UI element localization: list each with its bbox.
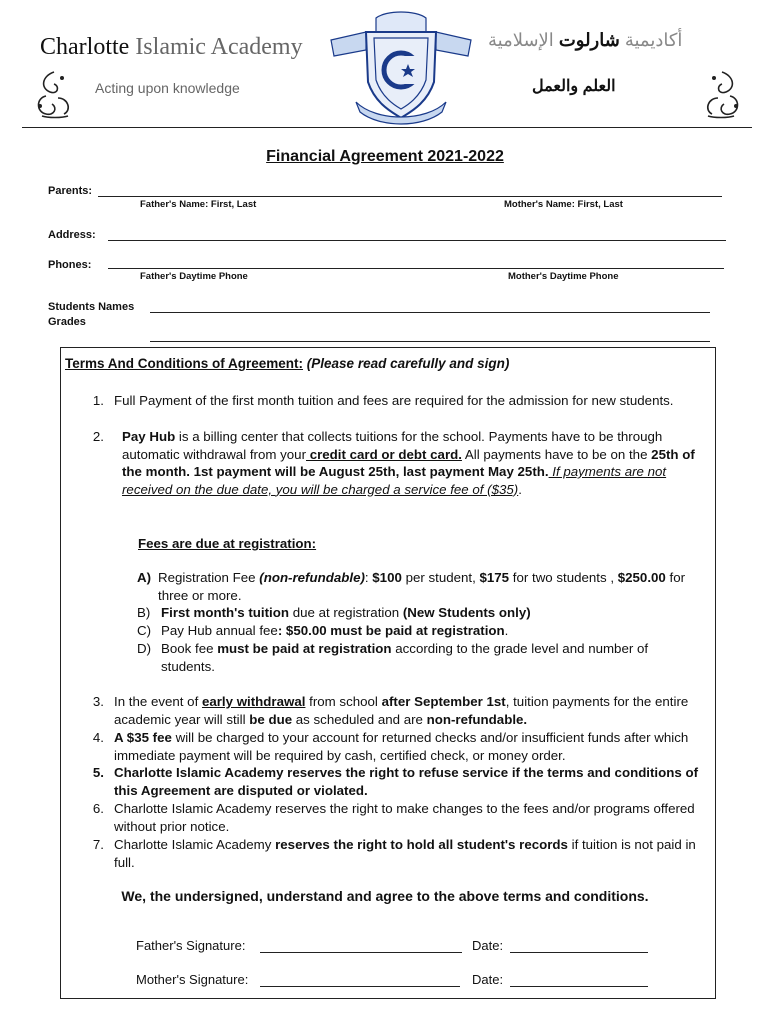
students-names-field[interactable]: [150, 312, 710, 313]
fee-b: First month's tuition due at registration (New Students only): [161, 605, 531, 620]
agreement-statement: We, the undersigned, understand and agree to the above terms and conditions.: [121, 888, 649, 904]
term-item-6: Charlotte Islamic Academy reserves the right to make changes to the fees and/or programs offered without prior notice.: [114, 801, 695, 834]
term-item-4: A $35 fee will be charged to your account for returned checks and/or insufficient funds after which immediate payment will be required by cash, certified check, or money order.: [114, 730, 689, 763]
fee-letter: A): [137, 570, 152, 585]
father-signature-label: Father's Signature:: [136, 938, 246, 953]
term-item-3: In the event of early withdrawal from school after September 1st, tuition payments for the entire academic year will still be due as scheduled and are non-refundable.: [114, 694, 689, 727]
ornament-right-icon: [700, 68, 744, 120]
fee-letter: C): [137, 623, 152, 638]
fee-a: Registration Fee (non-refundable): $100 per student, $175 for two students , $250.00 for three or more.: [158, 570, 686, 603]
item-number: 4.: [92, 730, 104, 745]
father-name-hint: Father's Name: First, Last: [140, 199, 257, 210]
item-number: 5.: [92, 765, 104, 780]
parents-label: Parents:: [48, 185, 93, 197]
fees-heading: Fees are due at registration:: [138, 536, 317, 551]
school-name-arabic: أكاديمية شارلوت الإسلامية: [488, 30, 683, 50]
grades-label: Grades: [48, 316, 86, 328]
father-date-label: Date:: [472, 938, 504, 953]
term-item-7: Charlotte Islamic Academy reserves the right to hold all student's records if tuition is not paid in full.: [114, 837, 696, 870]
mother-date-field[interactable]: [510, 986, 648, 987]
school-motto-arabic: العلم والعمل: [532, 78, 616, 95]
mother-name-hint: Mother's Name: First, Last: [504, 199, 623, 210]
parents-name-field[interactable]: [98, 196, 722, 197]
grades-field[interactable]: [150, 341, 710, 342]
mother-signature-label: Mother's Signature:: [136, 972, 249, 987]
item-number: 1.: [92, 393, 104, 408]
fee-letter: D): [137, 641, 152, 656]
item-number: 7.: [92, 837, 104, 852]
item-number: 6.: [92, 801, 104, 816]
header-divider: [22, 127, 752, 128]
mother-signature-field[interactable]: [260, 986, 460, 987]
mother-date-label: Date:: [472, 972, 504, 987]
term-item-1: Full Payment of the first month tuition and fees are required for the admission for new students.: [114, 393, 674, 408]
item-number: 2.: [92, 429, 104, 444]
ornament-left-icon: [32, 68, 76, 120]
father-phone-hint: Father's Daytime Phone: [140, 271, 248, 282]
page-title: Financial Agreement 2021-2022: [266, 148, 504, 165]
father-signature-field[interactable]: [260, 952, 462, 953]
terms-heading: Terms And Conditions of Agreement: (Please read carefully and sign): [65, 356, 510, 371]
school-crest-icon: [326, 10, 476, 128]
father-date-field[interactable]: [510, 952, 648, 953]
school-name: Charlotte Islamic Academy: [40, 34, 303, 60]
address-label: Address:: [48, 229, 96, 241]
mother-phone-hint: Mother's Daytime Phone: [508, 271, 619, 282]
term-item-2: Pay Hub is a billing center that collects tuitions for the school. Payments have to be through automatic withdrawal from your credit card or debt card. All payments have to be on the 25th of the month. 1st payment will be August 25th, last payment May 25th. If payments are not received on the due date, you will be charged a service fee of ($35).: [122, 429, 695, 497]
phones-label: Phones:: [48, 259, 92, 271]
term-item-5: Charlotte Islamic Academy reserves the right to refuse service if the terms and conditions of this Agreement are disputed or violated.: [114, 765, 699, 798]
students-names-label: Students Names: [48, 301, 135, 313]
fee-d: Book fee must be paid at registration according to the grade level and number of students.: [161, 641, 649, 674]
fee-c: Pay Hub annual fee: $50.00 must be paid at registration.: [161, 623, 509, 638]
address-field[interactable]: [108, 240, 726, 241]
item-number: 3.: [92, 694, 104, 709]
fee-letter: B): [137, 605, 151, 620]
school-motto: Acting upon knowledge: [95, 80, 240, 96]
phones-field[interactable]: [108, 268, 724, 269]
